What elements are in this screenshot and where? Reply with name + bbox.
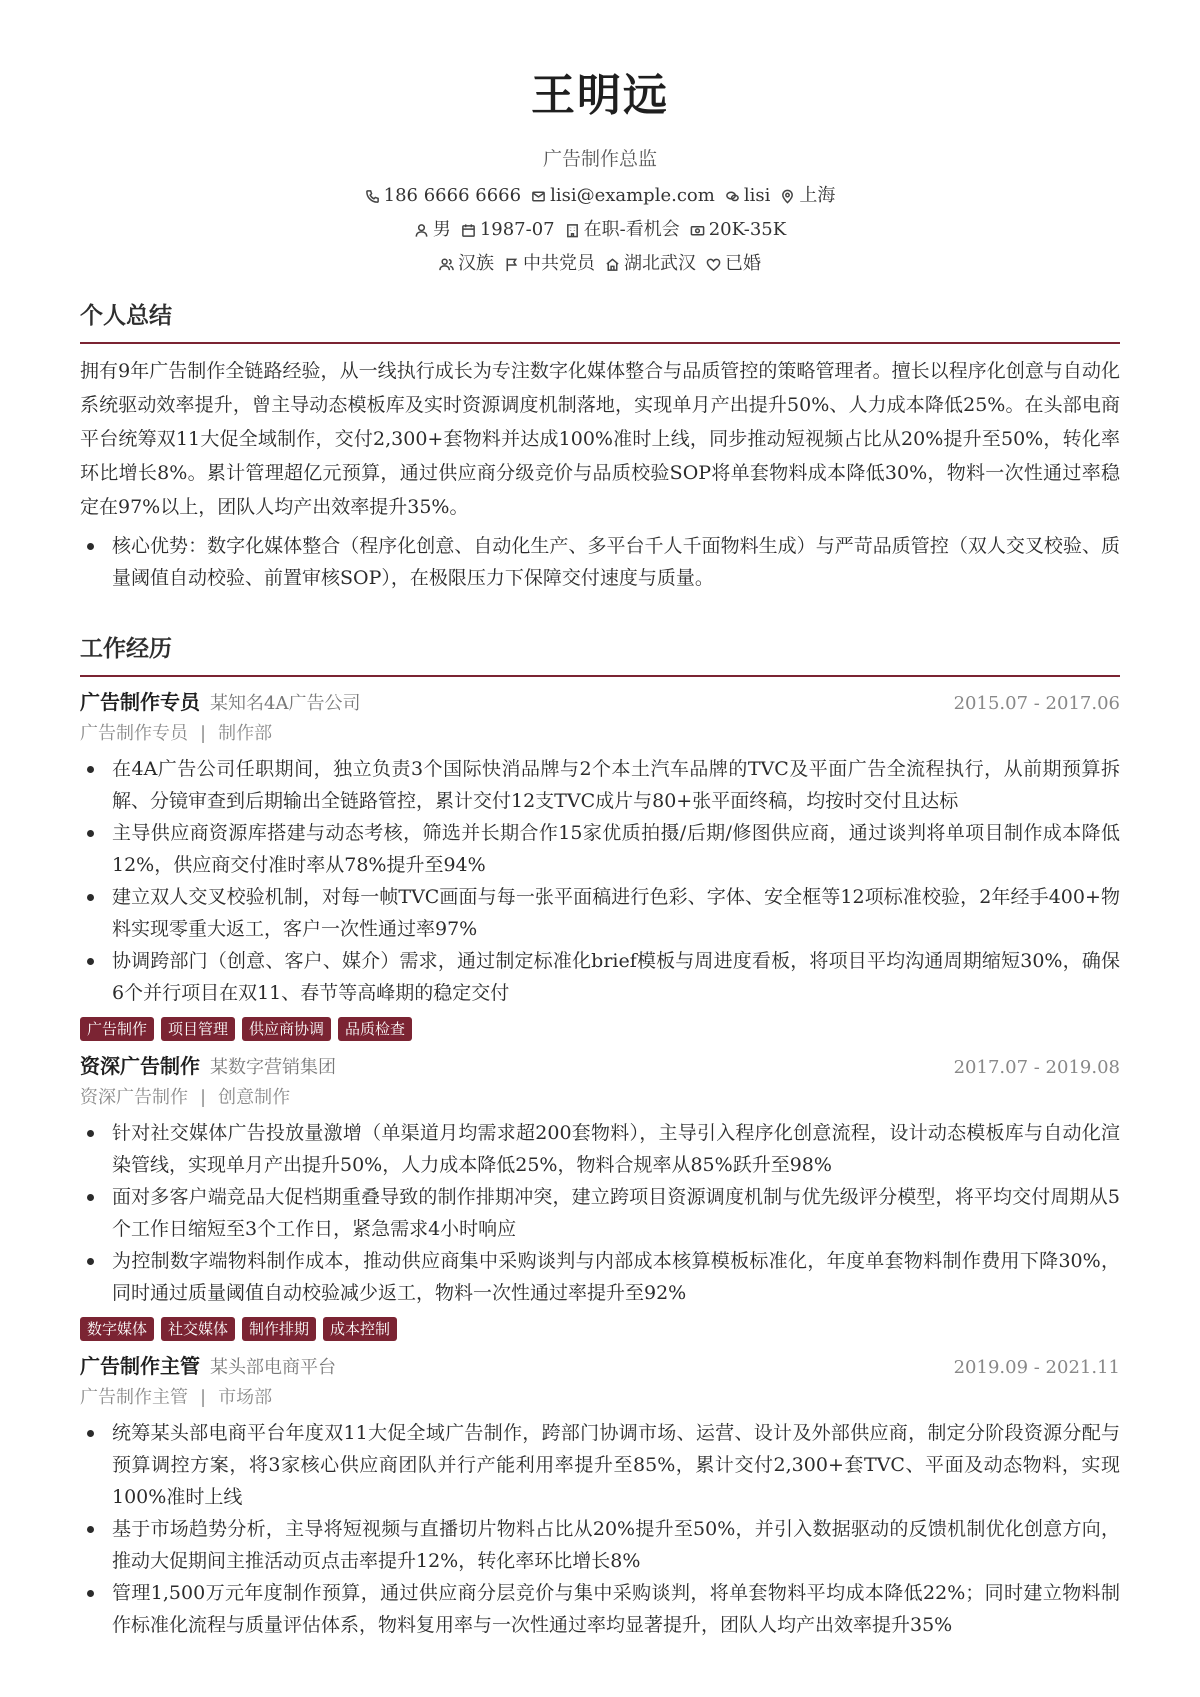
email-text: lisi@example.com — [550, 185, 715, 206]
summary-paragraph: 拥有9年广告制作全链路经验，从一线执行成长为专注数字化媒体整合与品质管控的策略管理者。擅长以程序化创意与自动化系统驱动效率提升，曾主导动态模板库及实时资源调度机制落地，实现单月产出提升50%、人力成本降低25%。在头部电商平台统筹双11大促全域制作，交付2,300+套物料并达成100%准时上线，同步推动短视频占比从20%提升至50%，转化率环比增长8%。累计管理超亿元预算，通过供应商分级竞价与品质校验SOP将单套物料成本降低30%，物料一次性通过率稳定在97%以上，团队人均产出效率提升35%。 — [80, 360, 1120, 518]
job-role: 广告制作主管 — [80, 1354, 200, 1378]
city-text: 上海 — [799, 185, 836, 206]
flag-icon — [504, 257, 519, 272]
heart-icon — [706, 257, 721, 272]
phone-icon — [365, 189, 380, 204]
status-item — [565, 218, 680, 242]
marital-text: 已婚 — [725, 253, 761, 274]
list-item: 主导供应商资源库搭建与动态考核，筛选并长期合作15家优质拍摄/后期/修图供应商，通过谈判将单项目制作成本降低12%，供应商交付准时率从78%提升至94% — [80, 817, 1120, 881]
hometown-text: 湖北武汉 — [624, 253, 696, 274]
job-dept: 制作部 — [218, 723, 273, 744]
status-text: 在职-看机会 — [583, 219, 680, 240]
email-item — [531, 184, 715, 208]
job-date: 2019.09 - 2021.11 — [953, 1357, 1120, 1378]
experience-section — [80, 633, 1120, 1641]
job-dept: 创意制作 — [218, 1087, 291, 1108]
job-header — [80, 687, 1120, 719]
list-item: 建立双人交叉校验机制，对每一帧TVC画面与每一张平面稿进行色彩、字体、安全框等12项标准校验，2年经手400+物料实现零重大返工，客户一次性通过率97% — [80, 881, 1120, 945]
job-dept: 市场部 — [218, 1387, 273, 1408]
list-item: 管理1,500万元年度制作预算，通过供应商分层竞价与集中采购谈判，将单套物料平均成本降低22%；同时建立物料制作标准化流程与质量评估体系，物料复用率与一次性通过率均显著提升，团队人均产出效率提升35% — [80, 1577, 1120, 1641]
job-subline — [80, 1383, 1120, 1413]
skill-tags — [80, 1317, 1120, 1341]
list-item: 协调跨部门（创意、客户、媒介）需求，通过制定标准化brief模板与周进度看板，将项目平均沟通周期缩短30%，确保6个并行项目在双11、春节等高峰期的稳定交付 — [80, 945, 1120, 1009]
list-item: 为控制数字端物料制作成本，推动供应商集中采购谈判与内部成本核算模板标准化，年度单套物料制作费用下降30%，同时通过质量阈值自动校验减少返工，物料一次性通过率提升至92% — [80, 1245, 1120, 1309]
skill-tag: 项目管理 — [161, 1017, 235, 1041]
section-heading: 个人总结 — [80, 300, 1120, 344]
wechat-text: lisi — [743, 185, 771, 206]
separator: | — [200, 1087, 207, 1108]
hometown-item — [605, 252, 696, 276]
skill-tag: 社交媒体 — [161, 1317, 235, 1341]
summary-section — [80, 300, 1120, 594]
job-role: 资深广告制作 — [80, 1054, 200, 1078]
job-subline — [80, 1083, 1120, 1113]
building-icon — [565, 223, 580, 238]
gender-text: 男 — [432, 219, 451, 240]
separator: | — [200, 1387, 207, 1408]
job-role: 广告制作专员 — [80, 690, 200, 714]
resume-page — [80, 0, 1120, 1697]
job-company: 某知名4A广告公司 — [210, 693, 361, 714]
skill-tag: 制作排期 — [242, 1317, 316, 1341]
candidate-name: 王明远 — [531, 70, 669, 121]
job-company: 某数字营销集团 — [210, 1057, 336, 1078]
separator: | — [200, 723, 207, 744]
skill-tags — [80, 1017, 1120, 1041]
skill-tag: 品质检查 — [338, 1017, 412, 1041]
phone-item — [365, 184, 521, 208]
birth-item — [461, 218, 555, 242]
marital-item — [706, 252, 761, 276]
skill-tag: 成本控制 — [323, 1317, 397, 1341]
candidate-title: 广告制作总监 — [542, 148, 657, 170]
job-bullets — [80, 753, 1120, 1009]
politics-text: 中共党员 — [523, 253, 595, 274]
section-heading: 工作经历 — [80, 633, 1120, 677]
user-icon — [414, 223, 429, 238]
wechat-item — [725, 184, 771, 208]
profile-row — [80, 218, 1120, 242]
summary-bullets — [80, 530, 1120, 594]
job-entry — [80, 1051, 1120, 1341]
money-icon — [690, 223, 705, 238]
job-header — [80, 1351, 1120, 1383]
salary-text: 20K-35K — [708, 219, 787, 240]
location-icon — [780, 189, 795, 204]
home-icon — [605, 257, 620, 272]
contact-row — [80, 184, 1120, 208]
job-bullets — [80, 1117, 1120, 1309]
personal-row — [80, 252, 1120, 276]
list-item: 统筹某头部电商平台年度双11大促全域广告制作，跨部门协调市场、运营、设计及外部供应商，制定分阶段资源分配与预算调控方案，将3家核心供应商团队并行产能利用率提升至85%，累计交付2,300+套TVC、平面及动态物料，实现100%准时上线 — [80, 1417, 1120, 1513]
city-item — [780, 184, 835, 208]
job-entry — [80, 1351, 1120, 1641]
job-header — [80, 1051, 1120, 1083]
calendar-icon — [461, 223, 476, 238]
job-company: 某头部电商平台 — [210, 1357, 336, 1378]
phone-text: 186 6666 6666 — [383, 185, 522, 206]
job-date: 2017.07 - 2019.08 — [953, 1057, 1120, 1078]
mail-icon — [531, 189, 546, 204]
chat-icon — [725, 189, 740, 204]
job-bullets — [80, 1417, 1120, 1641]
skill-tag: 广告制作 — [80, 1017, 154, 1041]
list-item: 在4A广告公司任职期间，独立负责3个国际快消品牌与2个本土汽车品牌的TVC及平面广告全流程执行，从前期预算拆解、分镜审查到后期输出全链路管控，累计交付12支TVC成片与80+张平面终稿，均按时交付且达标 — [80, 753, 1120, 817]
skill-tag: 数字媒体 — [80, 1317, 154, 1341]
skill-tag: 供应商协调 — [242, 1017, 331, 1041]
job-date: 2015.07 - 2017.06 — [953, 693, 1120, 714]
users-icon — [439, 257, 454, 272]
salary-item — [690, 218, 786, 242]
list-item: 针对社交媒体广告投放量激增（单渠道月均需求超200套物料），主导引入程序化创意流程，设计动态模板库与自动化渲染管线，实现单月产出提升50%，人力成本降低25%，物料合规率从85%跃升至98% — [80, 1117, 1120, 1181]
job-position: 资深广告制作 — [80, 1087, 188, 1108]
ethnicity-item — [439, 252, 494, 276]
job-position: 广告制作主管 — [80, 1387, 188, 1408]
politics-item — [504, 252, 595, 276]
job-position: 广告制作专员 — [80, 723, 188, 744]
list-item: 面对多客户端竞品大促档期重叠导致的制作排期冲突，建立跨项目资源调度机制与优先级评分模型，将平均交付周期从5个工作日缩短至3个工作日，紧急需求4小时响应 — [80, 1181, 1120, 1245]
gender-item — [414, 218, 451, 242]
birth-text: 1987-07 — [479, 219, 555, 240]
job-subline — [80, 719, 1120, 749]
ethnicity-text: 汉族 — [458, 253, 494, 274]
job-entry — [80, 687, 1120, 1041]
list-item: 基于市场趋势分析，主导将短视频与直播切片物料占比从20%提升至50%，并引入数据驱动的反馈机制优化创意方向，推动大促期间主推活动页点击率提升12%，转化率环比增长8% — [80, 1513, 1120, 1577]
resume-header — [80, 0, 1120, 276]
list-item: 核心优势：数字化媒体整合（程序化创意、自动化生产、多平台千人千面物料生成）与严苛品质管控（双人交叉校验、质量阈值自动校验、前置审核SOP），在极限压力下保障交付速度与质量。 — [80, 530, 1120, 594]
